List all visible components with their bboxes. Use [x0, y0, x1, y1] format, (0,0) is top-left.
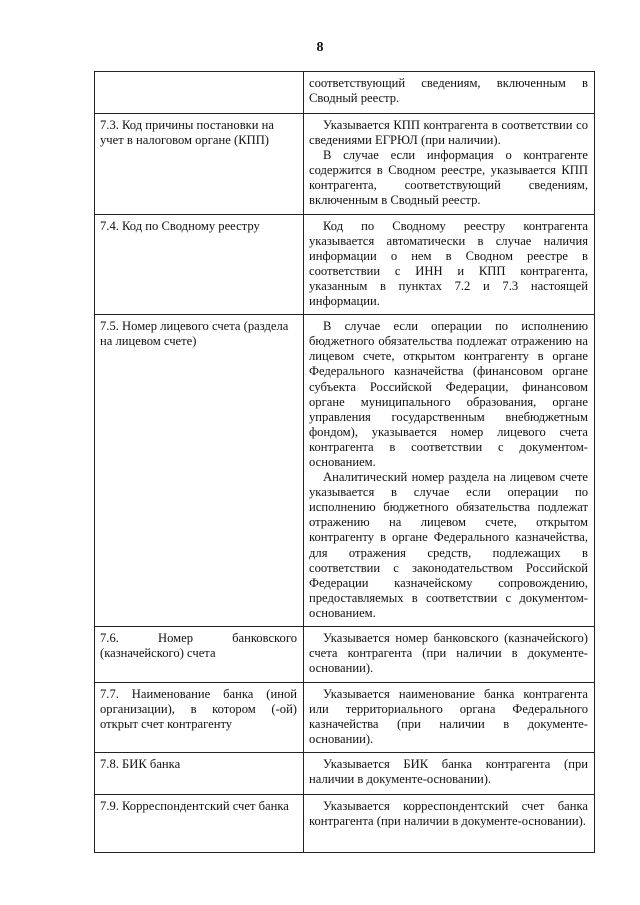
row-paragraph: Указывается БИК банка контрагента (при наличии в документе-основании). — [309, 757, 588, 787]
table-row — [95, 315, 595, 627]
table-row — [95, 627, 595, 683]
row-paragraph: Аналитический номер раздела на лицевом счете указывается в случае если операции по исполнению бюджетного обязательства подлежат отражению на лицевом счете, открытом контрагенту в органе Федерального казначейства, для отражения средств, подлежащих в соответствии с законодательством Российской Федерации казначейскому сопровождению, предоставляемых в соответствии с документом-основанием. — [309, 470, 588, 620]
row-paragraph: Указывается корреспондентский счет банка контрагента (при наличии в документе-основании). — [309, 799, 588, 829]
row-label-cell — [95, 114, 304, 215]
row-description-cell — [304, 795, 595, 853]
row-description-cell — [304, 214, 595, 315]
table-row — [95, 795, 595, 853]
row-label-cell — [95, 683, 304, 753]
page-number: 8 — [316, 40, 324, 55]
row-label-cell — [95, 795, 304, 853]
row-paragraph: Указывается наименование банка контрагента или территориального органа Федерального казначейства (при наличии в документе-основании). — [309, 687, 588, 747]
row-label-cell — [95, 627, 304, 683]
row-paragraph: Указывается КПП контрагента в соответствии со сведениями ЕГРЮЛ (при наличии). — [309, 118, 588, 148]
row-description-cell — [304, 753, 595, 795]
row-paragraph: Указывается номер банковского (казначейского) счета контрагента (при наличии в документе-основании). — [309, 631, 588, 676]
table-row — [95, 114, 595, 215]
row-paragraph: В случае если операции по исполнению бюджетного обязательства подлежат отражению на лицевом счете, открытом контрагенту в органе Федерального казначейства (финансовом органе субъекта Российской Федерации, финансовом органе муниципального образования, органе управления государственным внебюджетным фондом), указывается номер лицевого счета контрагента в соответствии с документом-основанием. — [309, 319, 588, 469]
row-paragraph: Код по Сводному реестру контрагента указывается автоматически в случае наличия информации о нем в Сводном реестре в соответствии с ИНН и КПП контрагента, указанным в пунктах 7.2 и 7.3 настоящей информации. — [309, 218, 588, 309]
row-description-cell — [304, 627, 595, 683]
table-row — [95, 753, 595, 795]
table-row — [95, 214, 595, 315]
row-label-cell — [95, 72, 304, 114]
row-label: 7.4. Код по Сводному реестру — [100, 218, 260, 233]
row-label: 7.8. БИК банка — [100, 757, 181, 772]
row-label: 7.7. Наименование банка (иной организации), в котором (-ой) открыт счет контрагенту — [100, 687, 297, 732]
row-label: 7.5. Номер лицевого счета (раздела на лицевом счете) — [100, 319, 289, 349]
row-description-cell — [304, 114, 595, 215]
row-description-cell — [304, 315, 595, 627]
table-row — [95, 683, 595, 753]
document-table — [94, 71, 595, 853]
row-paragraph: соответствующий сведениям, включенным в Сводный реестр. — [309, 76, 588, 106]
row-paragraph: В случае если информация о контрагенте содержится в Сводном реестре, указывается КПП контрагента, соответствующий сведениям, включенным в Сводный реестр. — [309, 148, 588, 208]
row-description-cell — [304, 72, 595, 114]
row-label-cell — [95, 315, 304, 627]
row-label: 7.3. Код причины постановки на учет в налоговом органе (КПП) — [100, 118, 275, 148]
row-label: 7.6. Номер банковского (казначейского) счета — [100, 631, 297, 661]
row-description-cell — [304, 683, 595, 753]
row-label-cell — [95, 214, 304, 315]
table-row — [95, 72, 595, 114]
row-label: 7.9. Корреспондентский счет банка — [100, 799, 289, 814]
row-label-cell — [95, 753, 304, 795]
